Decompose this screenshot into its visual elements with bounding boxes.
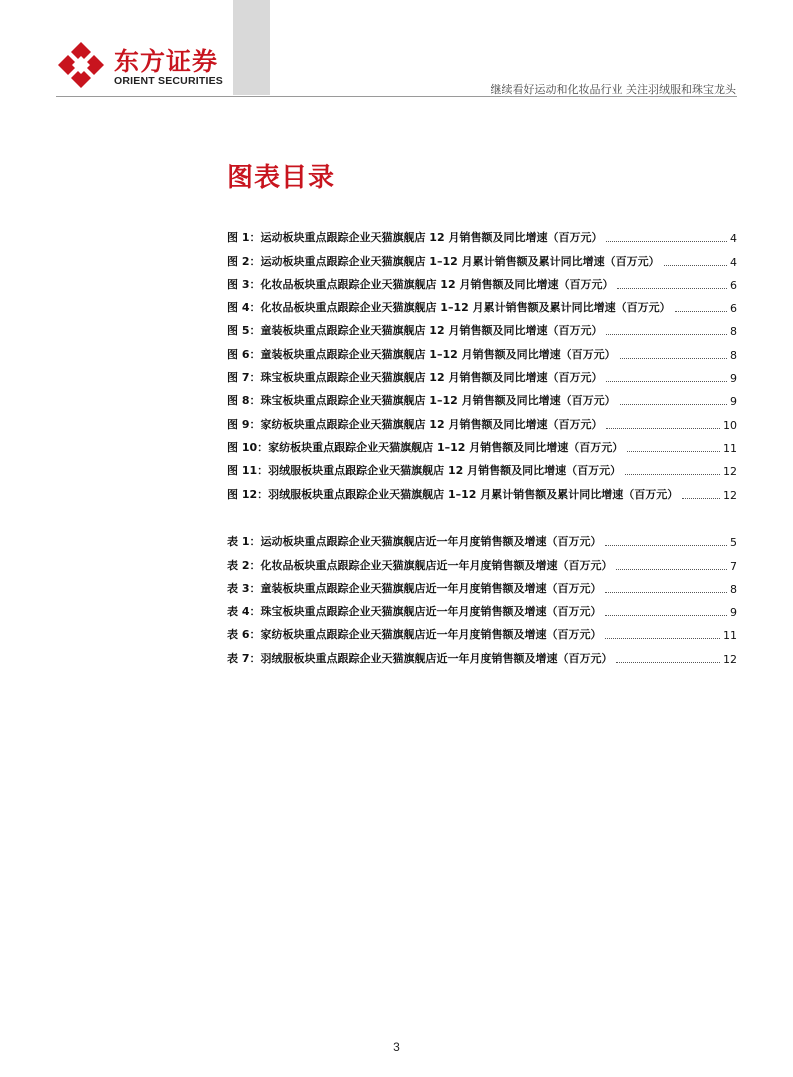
- toc-entry-page: 12: [723, 465, 737, 479]
- toc-entry-label: 表 6：家纺板块重点跟踪企业天猫旗舰店近一年月度销售额及增速（百万元）: [227, 628, 602, 642]
- toc-leader-dots: [682, 498, 720, 499]
- toc-leader-dots: [606, 334, 727, 335]
- toc-leader-dots: [606, 428, 720, 429]
- toc-entry-page: 8: [730, 582, 737, 596]
- toc-leader-dots: [606, 241, 727, 242]
- toc-entry[interactable]: [227, 408, 737, 431]
- toc-entry-page: 9: [730, 372, 737, 386]
- toc-entry-page: 12: [723, 488, 737, 502]
- toc-title: 图表目录: [227, 163, 336, 193]
- toc-entry[interactable]: [227, 338, 737, 361]
- toc-entry-page: 4: [730, 255, 737, 269]
- toc-entry-label: 图 8：珠宝板块重点跟踪企业天猫旗舰店 1–12 月销售额及同比增速（百万元）: [227, 394, 616, 408]
- toc-entry-label: 表 7：羽绒服板块重点跟踪企业天猫旗舰店近一年月度销售额及增速（百万元）: [227, 651, 613, 665]
- toc-entry-label: 图 6：童装板块重点跟踪企业天猫旗舰店 1–12 月销售额及同比增速（百万元）: [227, 347, 616, 361]
- toc-entry[interactable]: [227, 642, 737, 665]
- toc-leader-dots: [605, 592, 727, 593]
- page-number: 3: [393, 1040, 400, 1054]
- toc-leader-dots: [606, 381, 727, 382]
- toc-entry[interactable]: [227, 245, 737, 268]
- toc-entry[interactable]: [227, 385, 737, 408]
- toc-entry[interactable]: [227, 269, 737, 292]
- toc-leader-dots: [675, 311, 727, 312]
- figure-list: [227, 222, 737, 502]
- toc-entry-label: 图 10：家纺板块重点跟踪企业天猫旗舰店 1–12 月销售额及同比增速（百万元）: [227, 440, 624, 454]
- toc-entry-label: 图 7：珠宝板块重点跟踪企业天猫旗舰店 12 月销售额及同比增速（百万元）: [227, 371, 603, 385]
- toc-entry-page: 11: [723, 629, 737, 643]
- toc-entry-page: 7: [730, 559, 737, 573]
- toc-entry-label: 图 9：家纺板块重点跟踪企业天猫旗舰店 12 月销售额及同比增速（百万元）: [227, 417, 603, 431]
- toc-entry-label: 图 1：运动板块重点跟踪企业天猫旗舰店 12 月销售额及同比增速（百万元）: [227, 231, 603, 245]
- toc-entry[interactable]: [227, 619, 737, 642]
- toc-leader-dots: [616, 569, 727, 570]
- toc-entry[interactable]: [227, 596, 737, 619]
- toc-entry-label: 图 2：运动板块重点跟踪企业天猫旗舰店 1–12 月累计销售额及累计同比增速（百万元）: [227, 254, 660, 268]
- toc-leader-dots: [627, 451, 720, 452]
- toc-entry-label: 表 1：运动板块重点跟踪企业天猫旗舰店近一年月度销售额及增速（百万元）: [227, 535, 602, 549]
- toc-entry-label: 图 5：童装板块重点跟踪企业天猫旗舰店 12 月销售额及同比增速（百万元）: [227, 324, 603, 338]
- header-gray-strip: [233, 0, 270, 95]
- table-list: [227, 526, 737, 666]
- toc-entry-page: 5: [730, 536, 737, 550]
- toc-entry[interactable]: [227, 549, 737, 572]
- logo-mark-icon: [56, 40, 106, 90]
- logo-text-en: ORIENT SECURITIES: [114, 75, 223, 87]
- toc-leader-dots: [605, 638, 720, 639]
- toc-entry-label: 表 2：化妆品板块重点跟踪企业天猫旗舰店近一年月度销售额及增速（百万元）: [227, 558, 613, 572]
- toc-leader-dots: [616, 662, 720, 663]
- toc-entry[interactable]: [227, 455, 737, 478]
- toc-entry-label: 图 11：羽绒服板块重点跟踪企业天猫旗舰店 12 月销售额及同比增速（百万元）: [227, 464, 622, 478]
- toc-entry-page: 6: [730, 278, 737, 292]
- header-tagline: 继续看好运动和化妆品行业 关注羽绒服和珠宝龙头: [490, 83, 736, 96]
- toc-entry[interactable]: [227, 315, 737, 338]
- toc-leader-dots: [625, 474, 720, 475]
- toc-entry-label: 图 3：化妆品板块重点跟踪企业天猫旗舰店 12 月销售额及同比增速（百万元）: [227, 277, 614, 291]
- toc-entry-page: 8: [730, 348, 737, 362]
- toc-entry-label: 表 3：童装板块重点跟踪企业天猫旗舰店近一年月度销售额及增速（百万元）: [227, 581, 602, 595]
- toc-leader-dots: [664, 265, 727, 266]
- toc-leader-dots: [617, 288, 727, 289]
- toc-entry[interactable]: [227, 573, 737, 596]
- toc-leader-dots: [620, 358, 727, 359]
- toc-entry-page: 11: [723, 441, 737, 455]
- toc-entry-page: 9: [730, 606, 737, 620]
- toc-entry-page: 8: [730, 325, 737, 339]
- toc-entry-label: 表 4：珠宝板块重点跟踪企业天猫旗舰店近一年月度销售额及增速（百万元）: [227, 605, 602, 619]
- toc-leader-dots: [620, 404, 727, 405]
- toc-entry[interactable]: [227, 526, 737, 549]
- toc-entry-label: 图 12：羽绒服板块重点跟踪企业天猫旗舰店 1–12 月累计销售额及累计同比增速（百万元）: [227, 487, 679, 501]
- toc-entry-page: 12: [723, 652, 737, 666]
- toc-entry-page: 10: [723, 418, 737, 432]
- toc-entry-page: 9: [730, 395, 737, 409]
- logo-text-cn: 东方证券: [114, 47, 219, 76]
- header-divider: [56, 96, 737, 97]
- toc-entry[interactable]: [227, 222, 737, 245]
- toc-entry[interactable]: [227, 292, 737, 315]
- toc-leader-dots: [605, 545, 727, 546]
- toc-entry[interactable]: [227, 432, 737, 455]
- toc-entry-page: 6: [730, 302, 737, 316]
- toc-entry[interactable]: [227, 478, 737, 501]
- toc-entry-page: 4: [730, 232, 737, 246]
- toc-leader-dots: [605, 615, 727, 616]
- toc-entry[interactable]: [227, 362, 737, 385]
- toc-entry-label: 图 4：化妆品板块重点跟踪企业天猫旗舰店 1–12 月累计销售额及累计同比增速（百万元）: [227, 301, 671, 315]
